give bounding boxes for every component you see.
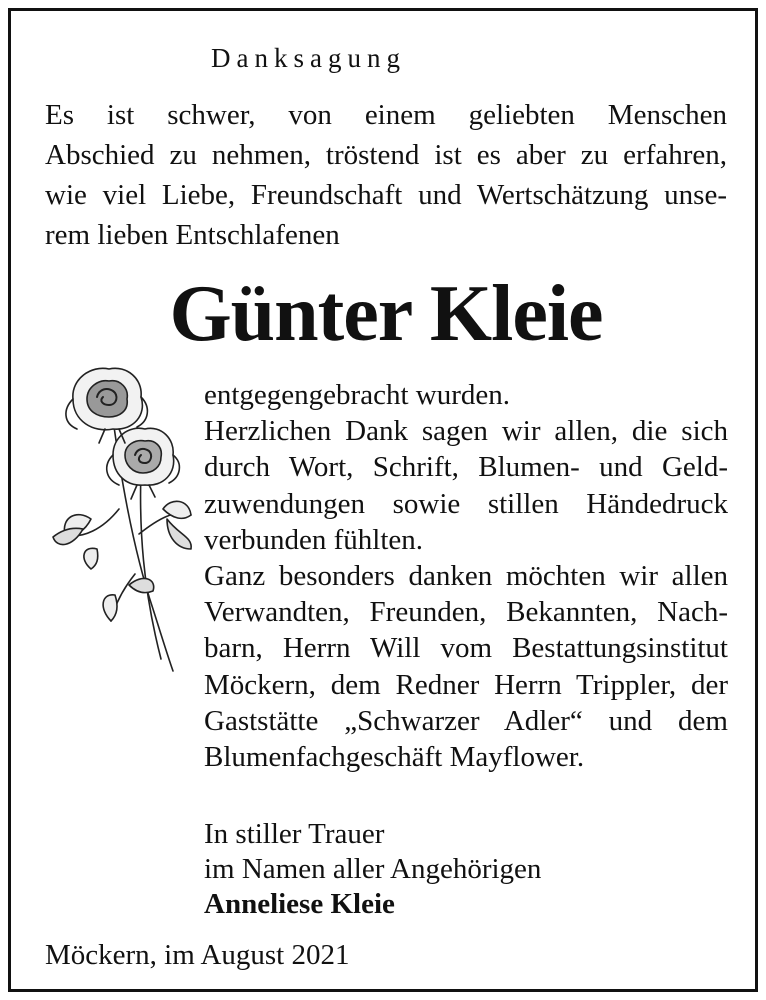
intro-line: wie viel Liebe, Freundschaft und Wertschätzung unse- — [45, 179, 727, 211]
intro-line: rem lieben Entschlafenen — [45, 219, 340, 251]
notice-heading: Danksagung — [211, 43, 406, 73]
intro-paragraph — [45, 95, 727, 255]
closing-line: In stiller Trauer — [204, 818, 385, 850]
two-roses-icon — [43, 359, 193, 679]
closing-line: im Namen aller Angehörigen — [204, 853, 542, 885]
obituary-notice — [8, 8, 758, 992]
body-line: Herzlichen Dank sagen wir allen, die sich — [204, 415, 728, 448]
body-line: Gaststätte „Schwarzer Adler“ und dem — [204, 704, 728, 737]
closing-block — [204, 817, 724, 922]
body-line: Ganz besonders danken möchten wir allen — [204, 560, 728, 593]
body-line: zuwendungen sowie stillen Händedruck — [204, 487, 728, 520]
body-line: verbunden fühlten. — [204, 523, 424, 556]
body-line: Möckern, dem Redner Herrn Trippler, der — [204, 668, 728, 701]
place-date: Möckern, im August 2021 — [45, 939, 350, 971]
body-line: Verwandten, Freunden, Bekannten, Nach- — [204, 596, 728, 629]
body-line: entgegengebracht wurden. — [204, 379, 510, 411]
body-paragraph — [204, 377, 728, 775]
deceased-name: Günter Kleie — [169, 270, 603, 358]
body-line: barn, Herrn Will vom Bestattungsinstitut — [204, 632, 728, 665]
body-line: durch Wort, Schrift, Blumen- und Geld- — [204, 451, 728, 484]
intro-line: Es ist schwer, von einem geliebten Menschen — [45, 99, 727, 131]
intro-line: Abschied zu nehmen, tröstend ist es aber zu erfahren, — [45, 139, 727, 171]
body-line: Blumenfachgeschäft Mayflower. — [204, 741, 585, 774]
signer-name: Anneliese Kleie — [204, 888, 395, 920]
